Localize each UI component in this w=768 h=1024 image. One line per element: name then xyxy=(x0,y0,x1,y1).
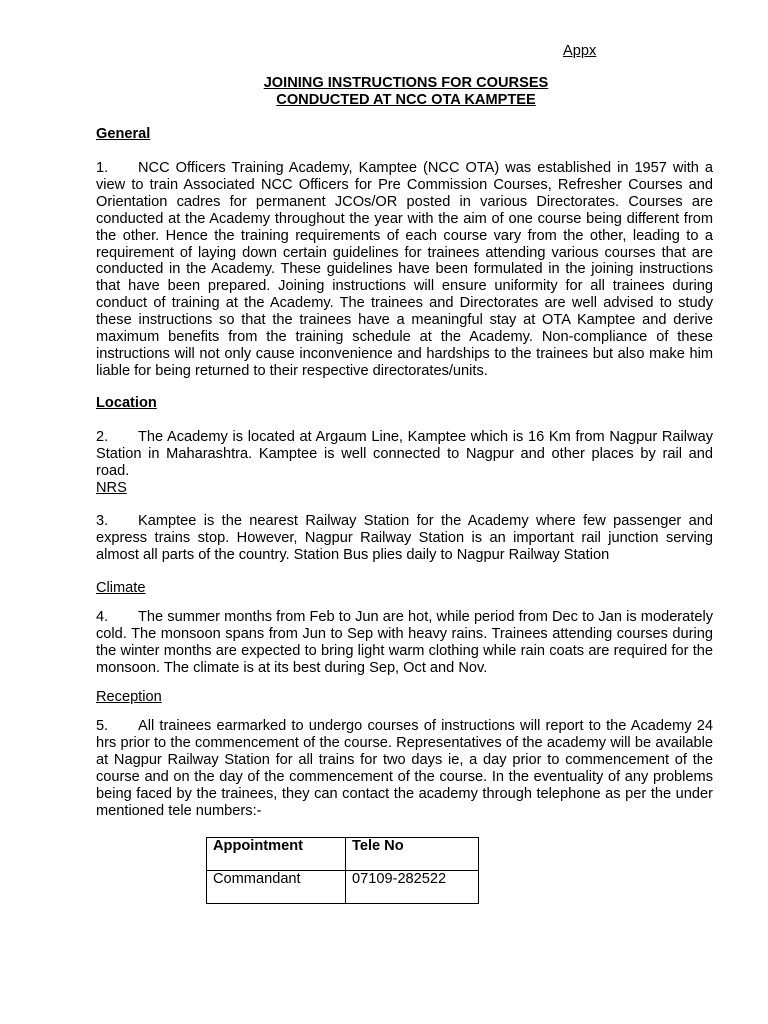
paragraph-text: All trainees earmarked to undergo courses of instructions will report to the Academy 24 hrs prior to the commencement of the course. Representatives of the academy will be available at Nagpur Railway Station for all trains for two days ie, a day prior to commencement of the course and on the day of the commencement of the course. In the eventuality of any problems being faced by the trainees, they can contact the academy through telephone as per the under mentioned tele numbers:- xyxy=(96,718,713,819)
cell-appointment: Commandant xyxy=(207,871,346,904)
cell-tele-no: 07109-282522 xyxy=(346,871,479,904)
paragraph-number: 4. xyxy=(96,609,109,625)
heading-nrs: NRS xyxy=(96,480,127,496)
paragraph-location xyxy=(96,429,713,480)
paragraph-number: 1. xyxy=(96,160,109,176)
heading-reception: Reception xyxy=(96,689,162,705)
heading-location: Location xyxy=(96,395,157,411)
paragraph-text: NCC Officers Training Academy, Kamptee (NCC OTA) was established in 1957 with a view to train Associated NCC Officers for Pre Commission Courses, Refresher Courses and Orientation cadres for permanent JCOs/OR posted in various Directorates. Courses are conducted at the Academy throughout the year with the aim of one course being different from the other. Hence the training requirements of each course vary from the other, leading to a requirement of laying down certain guidelines for trainees attending various courses that are conducted in the Academy. These guidelines have been formulated in the joining instructions that have been prepared. Joining instructions will ensure uniformity for all trainees during conduct of training at the Academy. The trainees and Directorates are well advised to study these instructions so that the trainees have a meaningful stay at OTA Kamptee and derive maximum benefits from the training schedule at the Academy. Non-compliance of these instructions will not only cause inconvenience and hardships to the trainees but also make him liable for being returned to their respective directorates/units. xyxy=(96,160,713,379)
paragraph-climate xyxy=(96,609,713,677)
title-line-2: CONDUCTED AT NCC OTA KAMPTEE xyxy=(276,91,536,108)
paragraph-number: 3. xyxy=(96,513,109,529)
paragraph-text: The summer months from Feb to Jun are hot, while period from Dec to Jan is moderately cold. The monsoon spans from Jun to Sep with heavy rains. Trainees attending courses during the winter months are expected to bring light warm clothing while rain coats are required for the monsoon. The climate is at its best during Sep, Oct and Nov. xyxy=(96,609,713,676)
header-tele-no: Tele No xyxy=(346,838,479,871)
appendix-label: Appx xyxy=(563,43,597,59)
paragraph-number: 5. xyxy=(96,718,109,734)
paragraph-nrs xyxy=(96,513,713,564)
table-row xyxy=(207,871,479,904)
paragraph-number: 2. xyxy=(96,429,109,445)
table-header-row xyxy=(207,838,479,871)
heading-climate: Climate xyxy=(96,580,146,596)
document-title xyxy=(96,75,716,109)
header-appointment: Appointment xyxy=(207,838,346,871)
title-line-1: JOINING INSTRUCTIONS FOR COURSES xyxy=(263,75,549,91)
heading-general: General xyxy=(96,126,151,142)
telephone-table xyxy=(206,837,479,904)
paragraph-text: Kamptee is the nearest Railway Station for the Academy where few passenger and express trains stop. However, Nagpur Railway Station is an important rail junction serving almost all parts of the country. Station Bus plies daily to Nagpur Railway Station xyxy=(96,513,713,563)
paragraph-reception xyxy=(96,718,713,819)
paragraph-text: The Academy is located at Argaum Line, Kamptee which is 16 Km from Nagpur Railway Station in Maharashtra. Kamptee is well connected to Nagpur and other places by rail and road. xyxy=(96,429,713,479)
paragraph-general xyxy=(96,160,713,380)
